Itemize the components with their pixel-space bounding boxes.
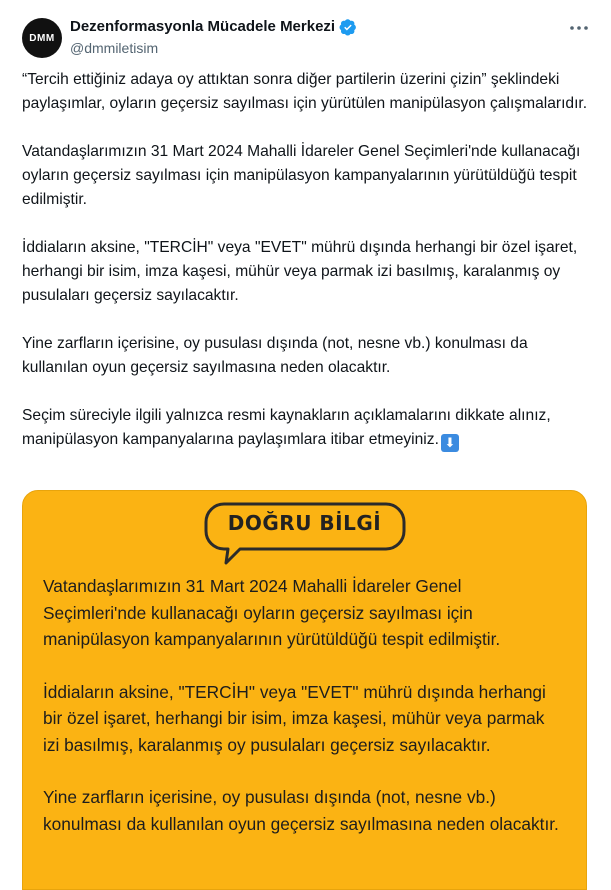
verified-badge-icon[interactable]: [339, 18, 357, 36]
info-badge: [202, 501, 408, 567]
more-options-icon[interactable]: [567, 18, 591, 38]
tweet-media-image[interactable]: [22, 490, 587, 890]
avatar[interactable]: DMM: [22, 18, 62, 58]
tweet-paragraph: “Tercih ettiğiniz adaya oy attıktan sonra diğer partilerin üzerini çizin” şeklindeki paylaşımlar, oyların geçersiz sayılması için yürütülen manipülasyon çalışmalarıdır.: [22, 71, 588, 112]
tweet-paragraph: İddiaların aksine, "TERCİH" veya "EVET" mührü dışında herhangi bir özel işaret, herhangi bir isim, imza kaşesi, mühür veya parmak izi basılmış, karalanmış oy pusulaları geçersiz sayılacaktır.: [22, 239, 578, 304]
author-display-name[interactable]: Dezenformasyonla Mücadele Merkezi: [70, 18, 336, 35]
down-arrow-emoji-icon: ⬇: [441, 434, 459, 452]
author-display-name-row[interactable]: [70, 17, 357, 37]
media-text: [43, 573, 563, 863]
badge-label: DOĞRU BİLGİ: [227, 511, 382, 535]
author-names: [70, 17, 357, 58]
tweet-header: [22, 14, 593, 64]
tweet-paragraph: Yine zarfların içerisine, oy pusulası dışında (not, nesne vb.) konulması da kullanılan oyun geçersiz sayılmasına neden olacaktır.: [22, 335, 528, 376]
media-paragraph: İddiaların aksine, "TERCİH" veya "EVET" mührü dışında herhangi bir özel işaret, herhangi bir isim, imza kaşesi, mühür veya parmak izi basılmış, karalanmış oy pusulaları geçersiz sayılacaktır.: [43, 681, 546, 755]
author-handle[interactable]: @dmmiletisim: [70, 40, 159, 56]
tweet-paragraph-last: [22, 404, 592, 452]
media-paragraph: Vatandaşlarımızın 31 Mart 2024 Mahalli İdareler Genel Seçimleri'nde kullanacağı oyların geçersiz sayılması için manipülasyon kampanyalarının yürütüldüğü tespit edilmiştir.: [43, 576, 501, 649]
tweet-paragraph: Vatandaşlarımızın 31 Mart 2024 Mahalli İdareler Genel Seçimleri'nde kullanacağı oyların geçersiz sayılması için manipülasyon kampanyalarının yürütüldüğü tespit edilmiştir.: [22, 143, 581, 208]
tweet-paragraph: Seçim süreciyle ilgili yalnızca resmi kaynakların açıklamalarını dikkate alınız, manipülasyon kampanyalarına paylaşımlara itibar etmeyiniz.: [22, 407, 551, 448]
media-paragraph: Yine zarfların içerisine, oy pusulası dışında (not, nesne vb.) konulması da kullanılan oyun geçersiz sayılmasına neden olacaktır.: [43, 787, 559, 834]
tweet-text: [22, 68, 592, 452]
